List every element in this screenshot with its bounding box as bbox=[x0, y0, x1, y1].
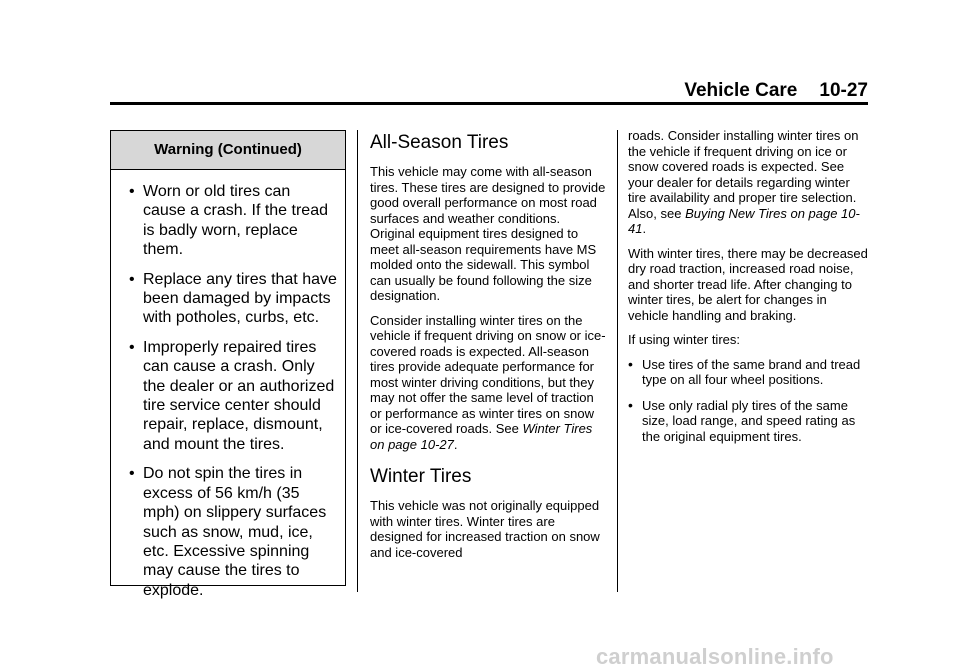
warning-item: • Replace any tires that have been damaged by impacts with potholes, curbs, etc. bbox=[129, 270, 337, 327]
winter-para-1-start: This vehicle was not originally equipped with winter tires. Winter tires are designed for increased traction on snow and ice-covered bbox=[370, 498, 600, 560]
bullet-icon: • bbox=[129, 270, 135, 288]
bullet-icon: • bbox=[129, 183, 135, 200]
winter-para-3: If using winter tires: bbox=[628, 332, 740, 347]
page-number: 10-27 bbox=[819, 80, 868, 101]
warning-item: • Improperly repaired tires can cause a crash. Only the dealer or an authorized tire service center should repair, replace, dismount, and mount the tires. bbox=[129, 338, 335, 453]
winter-tires-link[interactable]: Winter Tires on page 10-27 bbox=[370, 421, 593, 452]
warning-box bbox=[110, 130, 346, 599]
winter-bullet: • Use tires of the same brand and tread type on all four wheel positions. bbox=[628, 355, 861, 387]
warning-item: • Do not spin the tires in excess of 56 km/h (35 mph) on slippery surfaces such as snow, mud, ice, etc. Excessive spinning may cause the tires to explode. bbox=[129, 465, 327, 599]
section-title: Vehicle Care bbox=[684, 80, 798, 101]
winter-para-2: With winter tires, there may be decreased dry road traction, increased road noise, and shorter tread life. After changing to winter tires, be alert for changes in vehicle handling and braking. bbox=[628, 245, 868, 323]
column-middle bbox=[370, 132, 608, 569]
buying-tires-link[interactable]: Buying New Tires on page 10-41 bbox=[628, 205, 860, 236]
winter-para-1-cont: roads. Consider installing winter tires on the vehicle if frequent driving on ice or snow covered roads is expected. See your dealer for details regarding winter tire availability and proper tire selection. Also, see Buying New Tires on page 10-41. bbox=[628, 128, 860, 236]
winter-bullet: • Use only radial ply tires of the same size, load range, and speed rating as the original equipment tires. bbox=[628, 396, 856, 444]
column-divider bbox=[617, 130, 618, 592]
page-header bbox=[110, 80, 868, 102]
bullet-icon: • bbox=[628, 355, 633, 372]
all-season-para-1: This vehicle may come with all-season tires. These tires are designed to provide good overall performance on most road surfaces and weather conditions. Original equipment tires designed to meet all-season requirements have MS molded onto the sidewall. This symbol can usually be found following the size designation. bbox=[370, 164, 606, 303]
watermark: carmanualsonline.info bbox=[596, 644, 834, 669]
warning-title: Warning (Continued) bbox=[111, 131, 345, 170]
all-season-para-2: Consider installing winter tires on the vehicle if frequent driving on snow or ice-covered roads is expected. All-season tires provide adequate performance for most winter driving conditions, but they may not offer the same level of traction or performance as winter tires on snow or ice-covered roads. See Winter Tires on page 10-27. bbox=[370, 312, 606, 452]
warning-item: • Worn or old tires can cause a crash. If the tread is badly worn, replace them. bbox=[129, 183, 328, 259]
header-rule bbox=[110, 102, 868, 105]
bullet-icon: • bbox=[628, 396, 633, 413]
warning-list bbox=[111, 170, 345, 600]
column-divider bbox=[357, 130, 358, 592]
bullet-icon: • bbox=[129, 338, 135, 356]
all-season-heading: All-Season Tires bbox=[370, 132, 509, 153]
winter-bullets bbox=[628, 357, 870, 445]
bullet-icon: • bbox=[129, 465, 135, 483]
winter-heading: Winter Tires bbox=[370, 466, 472, 487]
column-right bbox=[628, 128, 870, 454]
